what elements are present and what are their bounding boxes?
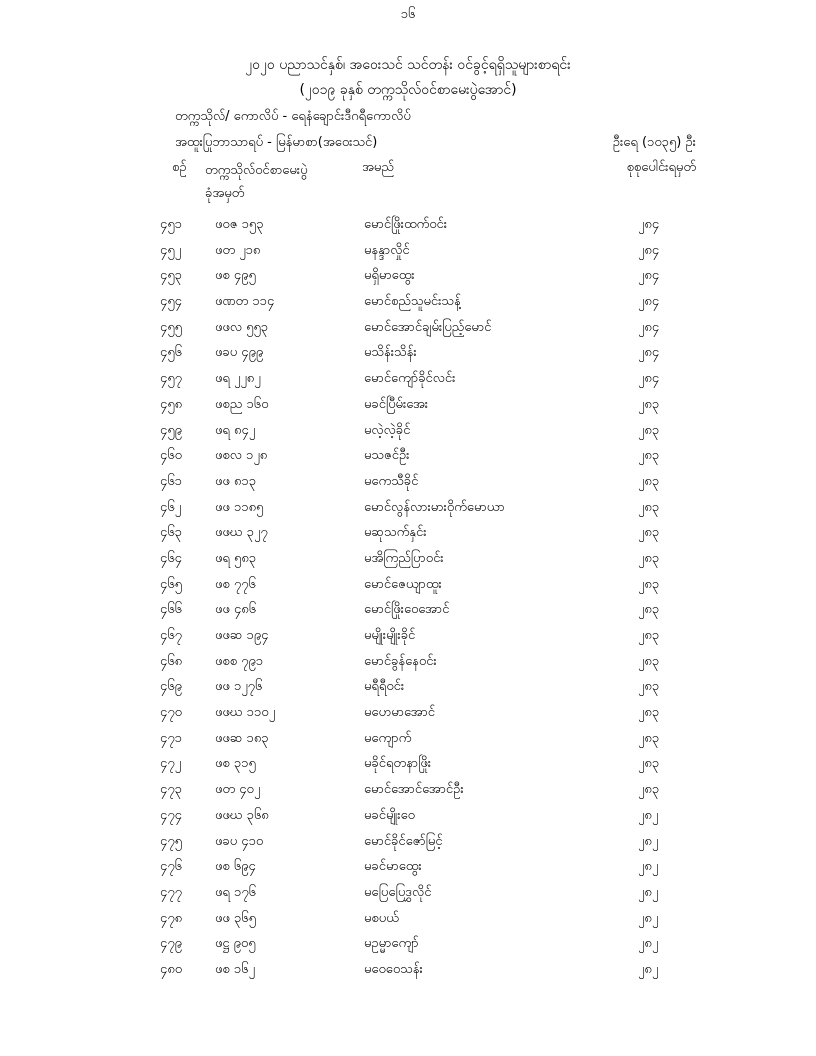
total-marks: ၂၈၃ (638, 499, 660, 515)
row-number: ၄၅၃ (160, 268, 182, 284)
student-name: မဥမ္မာကျော် (364, 936, 419, 952)
row-number: ၄၅၇ (160, 371, 182, 387)
total-marks: ၂၈၃ (638, 396, 660, 412)
table-row (0, 291, 816, 317)
table-row (0, 522, 816, 548)
student-name: မနန္ဒာလှိုင် (364, 242, 410, 258)
row-number: ၄၅၂ (160, 242, 182, 258)
student-name: မသဇင်ဦး (364, 448, 410, 464)
table-row (0, 959, 816, 985)
roll-number: ဖဖဃ ၃၆၈ (215, 807, 269, 823)
total-marks: ၂၈၃ (638, 679, 660, 695)
total-marks: ၂၈၄ (638, 242, 660, 258)
table-row (0, 368, 816, 394)
student-name: မောင်ဖြိုးဝေအောင် (364, 602, 450, 618)
table-row (0, 214, 816, 240)
row-number: ၄၆၀ (160, 448, 182, 464)
table-row (0, 240, 816, 266)
total-marks: ၂၈၃ (638, 576, 660, 592)
row-number: ၄၇၀ (160, 705, 182, 721)
roll-number: ဖခပ ၄၉၉ (215, 345, 264, 361)
roll-number: ဖစ ၇၇၆ (215, 576, 256, 592)
row-number: ၄၅၉ (160, 422, 182, 438)
roll-number: ဖဖဃ ၁၁၀၂ (215, 705, 275, 721)
total-marks: ၂၈၃ (638, 653, 660, 669)
roll-number: ဖဖဆ ၁၈၃ (215, 730, 269, 746)
row-number: ၄၇၅ (160, 833, 182, 849)
row-number: ၄၆၄ (160, 550, 182, 566)
total-marks: ၂၈၂ (638, 884, 659, 900)
roll-number: ဖစလ ၁၂၈ (215, 448, 268, 464)
total-marks: ၂၈၃ (638, 602, 660, 618)
roll-number: ဖဝဇ ၁၅၃ (215, 217, 264, 232)
row-number: ၄၇၃ (160, 782, 182, 798)
table-row (0, 342, 816, 368)
student-name: မဆုသက်နှင်း (364, 525, 427, 541)
total-marks: ၂၈၄ (638, 319, 660, 335)
student-name: မောင်စည်သူမင်းသန့် (364, 294, 461, 310)
table-row (0, 676, 816, 702)
header-roll-line2: ခုံအမှတ် (205, 186, 245, 201)
total-marks: ၂၈၄ (638, 294, 660, 310)
student-name: မခင်ပြီမ်းအေး (364, 396, 429, 412)
table-row (0, 651, 816, 677)
roll-number: ဖဋ္ဌ ၉၀၅ (215, 936, 256, 952)
roll-number: ဖဖဃ ၃၂၇ (215, 525, 268, 541)
total-marks: ၂၈၂ (638, 859, 659, 875)
table-row (0, 445, 816, 471)
row-number: ၄၇၇ (160, 884, 182, 900)
total-marks: ၂၈၃ (638, 525, 660, 541)
row-number: ၄၅၁ (160, 217, 182, 232)
row-number: ၄၇၉ (160, 936, 182, 952)
total-marks: ၂၈၄ (638, 345, 660, 361)
header-name: အမည် (362, 160, 394, 175)
student-name: မခိုင်ရတနာဖြိုး (364, 756, 432, 772)
roll-number: ဖဖ ၁၂၇၆ (215, 679, 263, 695)
student-name: မလဲ့လဲ့ခိုင် (364, 422, 411, 438)
table-row (0, 753, 816, 779)
row-number: ၄၆၆ (160, 602, 182, 618)
roll-number: ဖဖ ၄၈၆ (215, 602, 257, 618)
student-name: မောင်အောင်အောင်ဦး (364, 782, 464, 798)
total-marks: ၂၈၄ (638, 217, 660, 232)
total-marks: ၂၈၃ (638, 628, 660, 643)
total-marks: ၂၈၃ (638, 448, 660, 464)
table-row (0, 779, 816, 805)
student-name: မသိန်းသိန်း (364, 345, 417, 361)
student-name: မပြေပြေဒွှလိုင် (364, 884, 432, 900)
roll-number: ဖစ ၄၉၅ (215, 268, 256, 284)
table-row (0, 702, 816, 728)
roll-number: ဖဖ ၈၁၃ (215, 473, 257, 489)
page-number: ၁၆ (400, 7, 416, 22)
total-marks: ၂၈၄ (638, 268, 660, 284)
total-marks: ၂၈၃ (638, 782, 660, 798)
table-row (0, 497, 816, 523)
roll-number: ဖရ ၂၂၈၂ (215, 371, 261, 387)
total-marks: ၂၈၂ (638, 961, 659, 977)
total-marks: ၂၈၃ (638, 473, 660, 489)
student-name: မကေသီခိုင် (364, 473, 419, 489)
subject-line: အထူးပြုဘာသာရပ် - မြန်မာစာ(အဝေးသင်) (175, 135, 378, 150)
table-row (0, 908, 816, 934)
row-number: ၄၅၈ (160, 396, 183, 412)
row-number: ၄၆၈ (160, 653, 183, 669)
roll-number: ဖဖ ၃၆၅ (215, 910, 256, 926)
row-number: ၄၅၅ (160, 319, 182, 335)
row-number: ၄၆၃ (160, 525, 182, 541)
header-roll-number (205, 159, 308, 205)
roll-number: ဖဖ ၁၁၈၅ (215, 499, 264, 515)
student-name: မရီရီဝင်း (364, 679, 405, 695)
header-total-marks: စုစုပေါင်းရမှတ် (626, 160, 696, 175)
student-name: မခင်မာထွေး (364, 859, 422, 875)
roll-number: ဖတ ၄၀၂ (215, 782, 261, 798)
roll-number: ဖဖဆ ၁၉၄ (215, 628, 269, 643)
table-row (0, 420, 816, 446)
roll-number: ဖစစ ၇၉၁ (215, 653, 264, 669)
total-marks: ၂၈၂ (638, 833, 659, 849)
row-number: ၄၆၁ (160, 473, 182, 489)
student-name: မောင်လွန်လားမားဝိုက်မောယာ (364, 499, 505, 515)
student-name: မရှိမာထွေး (364, 268, 415, 284)
row-number: ၄၅၄ (160, 294, 182, 310)
row-number: ၄၆၇ (160, 628, 182, 643)
table-row (0, 265, 816, 291)
student-name: မမျိုးမျိုးခိုင် (364, 628, 416, 643)
roll-number: ဖစ ၁၆၂ (215, 961, 255, 977)
roll-number: ဖစ ၆၉၄ (215, 859, 256, 875)
total-marks: ၂၈၂ (638, 936, 659, 952)
table-row (0, 933, 816, 959)
row-number: ၄၇၁ (160, 730, 182, 746)
student-name: မခင်မျိုးဝေ (364, 807, 415, 823)
university-line: တက္ကသိုလ်/ ကောလိပ် - ရေနံချောင်းဒီဂရီကောလိပ် (175, 109, 411, 124)
header-roll-line1: တက္ကသိုလ်ဝင်စာမေးပွဲ (205, 163, 308, 178)
table-row (0, 599, 816, 625)
row-number: ၄၆၉ (160, 679, 182, 695)
document-subtitle: (၂၀၁၉ ခုနှစ် တက္ကသိုလ်ဝင်စာမေးပွဲအောင်) (299, 82, 517, 98)
total-marks: ၂၈၄ (638, 371, 660, 387)
roll-number: ဖဏတ ၁၁၄ (215, 294, 275, 310)
roll-number: ဖစ ၃၁၅ (215, 756, 256, 772)
row-number: ၄၇၂ (160, 756, 182, 772)
student-name: မောင်ဖြိုးထက်ဝင်း (364, 217, 448, 232)
student-list (0, 214, 816, 985)
total-marks: ၂၈၃ (638, 550, 660, 566)
total-marks: ၂၈၂ (638, 910, 659, 926)
table-row (0, 856, 816, 882)
table-row (0, 548, 816, 574)
student-name: မောင်ကျော်ခိုင်လင်း (364, 371, 456, 387)
roll-number: ဖရ ၈၄၂ (215, 422, 256, 438)
roll-number: ဖရ ၁၇၆ (215, 884, 256, 900)
student-name: မဟေမာအောင် (364, 705, 436, 721)
table-row (0, 471, 816, 497)
table-row (0, 728, 816, 754)
table-row (0, 394, 816, 420)
table-row (0, 882, 816, 908)
row-number: ၄၇၄ (160, 807, 182, 823)
total-marks: ၂၈၃ (638, 756, 660, 772)
student-name: မကျောက် (364, 730, 412, 746)
row-number: ၄၈၀ (160, 961, 183, 977)
row-number: ၄၇၆ (160, 859, 182, 875)
total-marks: ၂၈၃ (638, 730, 660, 746)
total-marks: ၂၈၃ (638, 422, 660, 438)
roll-number: ဖစည ၁၆၀ (215, 396, 269, 412)
row-number: ၄၅၆ (160, 345, 182, 361)
student-name: မောင်ခွန်နေဝင်း (364, 653, 437, 669)
roll-number: ဖဖလ ၅၅၃ (215, 319, 269, 335)
table-row (0, 831, 816, 857)
document-title: ၂၀၂၀ ပညာသင်နှစ်၊ အဝေးသင် သင်တန်း ဝင်ခွင့်ရရှိသူများစာရင်း (245, 57, 571, 73)
quota-line: ဦးရေ (၁၀၃၅) ဦး (612, 135, 696, 150)
row-number: ၄၆၅ (160, 576, 182, 592)
table-row (0, 805, 816, 831)
student-name: မောင်ခိုင်ဇော်မြင့် (364, 833, 443, 849)
row-number: ၄၆၂ (160, 499, 182, 515)
roll-number: ဖတ ၂၁၈ (215, 242, 261, 258)
total-marks: ၂၈၃ (638, 705, 660, 721)
roll-number: ဖရ ၅၈၃ (215, 550, 257, 566)
roll-number: ဖခပ ၄၁၀ (215, 833, 264, 849)
table-row (0, 317, 816, 343)
table-row (0, 574, 816, 600)
table-row (0, 625, 816, 651)
total-marks: ၂၈၂ (638, 807, 659, 823)
student-name: မစပယ် (364, 910, 399, 926)
student-name: မအိကြည်ပြာဝင်း (364, 550, 444, 566)
header-no: စဉ် (172, 160, 187, 175)
student-name: မဝေဝေသန်း (364, 961, 423, 977)
student-name: မောင်အောင်ချမ်းပြည့်မောင် (364, 319, 492, 335)
row-number: ၄၇၈ (160, 910, 183, 926)
student-name: မောင်ဇေယျာထူး (364, 576, 442, 592)
